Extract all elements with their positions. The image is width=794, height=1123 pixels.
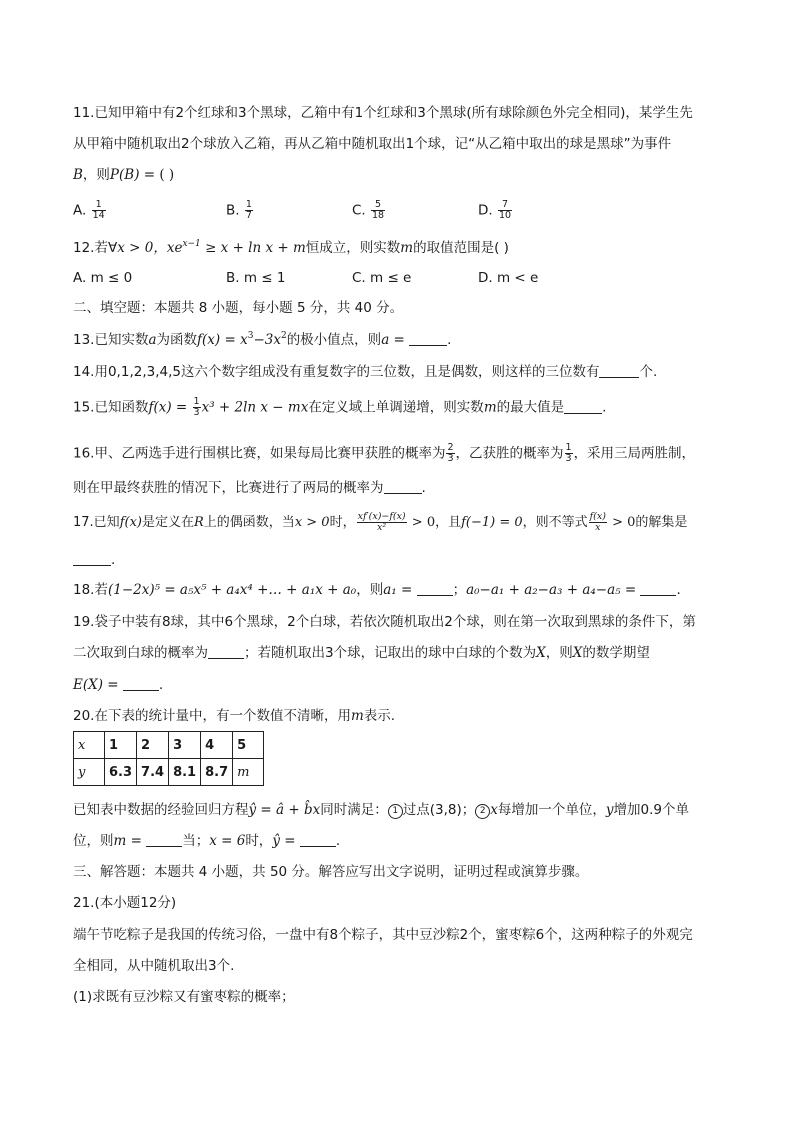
q19-blank-expectation [123, 676, 159, 691]
table-cell: 8.1 [169, 759, 201, 786]
q12-option-b: B. m ≤ 1 [226, 270, 286, 286]
q12-option-d: D. m < e [478, 270, 539, 286]
circled-number-1: 1 [388, 804, 403, 819]
q18-blank-sum [640, 581, 676, 596]
q12-option-a: A. m ≤ 0 [73, 270, 133, 286]
q18: 18.若(1−2x)⁵ = a₅x⁵ + a₄x⁴ +… + a₁x + a₀，则a₁ = ；a₀−a₁ + a₂−a₃ + a₄−a₅ = . [73, 582, 681, 598]
q21-part1: (1)求既有豆沙粽又有蜜枣粽的概率； [73, 989, 295, 1005]
q11-option-b: B. $\frac{1}{7}$ [226, 199, 252, 221]
q19-blank-prob [208, 644, 244, 659]
q13: 13.已知实数a为函数$f(x) = x^3-3x^2$的极小值点，则a = . [73, 331, 452, 348]
section3-heading: 三、解答题：本题共 4 小题，共 50 分。解答应写出文字说明，证明过程或演算步骤。 [73, 864, 589, 880]
q21-title: 21.(本小题12分) [73, 895, 177, 911]
q16-line2: 则在甲最终获胜的情况下，比赛进行了两局的概率为 . [73, 480, 426, 496]
table-row-x [74, 732, 264, 759]
q15-answer-blank [564, 399, 602, 414]
table-cell: 3 [169, 732, 201, 759]
table-cell: 1 [105, 732, 137, 759]
q12-option-c: C. m ≤ e [352, 270, 412, 286]
q11-option-d: D. $\frac{7}{10}$ [478, 199, 512, 221]
q19-line2: 二次取到白球的概率为 ；若随机取出3个球，记取出的球中白球的个数为X，则X的数学期望 [73, 645, 650, 661]
section2-heading: 二、填空题：本题共 8 小题，每小题 5 分，共 40 分。 [73, 300, 404, 316]
q21-line2: 全相同，从中随机取出3个. [73, 958, 235, 974]
table-cell: 4 [201, 732, 233, 759]
q14: 14.用0,1,2,3,4,5这六个数字组成没有重复数字的三位数，且是偶数，则这样的三位数有 个. [73, 364, 658, 380]
q16-line1: 16.甲、乙两选手进行围棋比赛，如果每局比赛甲获胜的概率为 $\frac{2}{3}$ ，乙获胜的概率为 $\frac{1}{3}$ ，采用三局两胜制， [73, 442, 696, 464]
q20-line1: 20.在下表的统计量中，有一个数值不清晰，用m表示. [73, 708, 396, 724]
table-cell: 6.3 [105, 759, 137, 786]
q11-line1: 11.已知甲箱中有2个红球和3个黑球，乙箱中有1个红球和3个黑球(所有球除颜色外完全相同)，某学生先 [73, 105, 693, 121]
table-cell: m [233, 759, 264, 786]
q14-answer-blank [599, 363, 639, 378]
circled-number-2: 2 [475, 804, 490, 819]
q18-blank-a1 [417, 581, 453, 596]
table-row-y [74, 759, 264, 786]
q11-option-c: C. $\frac{5}{18}$ [352, 199, 385, 221]
q19-line1: 19.袋子中装有8球，其中6个黑球，2个白球，若依次随机取出2个球，则在第一次取到黑球的条件下，第 [73, 614, 696, 630]
q11-line2: 从甲箱中随机取出2个球放入乙箱，再从乙箱中随机取出1个球，记“从乙箱中取出的球是黑球”为事件 [73, 136, 672, 152]
table-cell: 2 [137, 732, 169, 759]
table-cell: 8.7 [201, 759, 233, 786]
q16-answer-blank [384, 479, 422, 494]
q15: 15.已知函数f(x) = $\frac{1}{3}$ x³ + 2ln x − mx在定义域上单调递增，则实数m的最大值是 . [73, 396, 607, 418]
q20-data-table [73, 731, 264, 786]
q19-line3: E(X) = . [73, 677, 164, 693]
q11-option-a: A. $\frac{1}{14}$ [73, 199, 105, 221]
q20-line3: 位，则m = 当；x = 6时，ŷ = . [73, 833, 341, 849]
table-cell: 5 [233, 732, 264, 759]
q20-blank-m [146, 832, 182, 847]
q17-answer-blank [73, 551, 111, 566]
table-cell: x [74, 732, 105, 759]
q21-line1: 端午节吃粽子是我国的传统习俗，一盘中有8个粽子，其中豆沙粽2个，蜜枣粽6个，这两种粽子的外观完 [73, 927, 693, 943]
q20-line2: 已知表中数据的经验回归方程ŷ = â + b̂x同时满足： 1 过点(3,8)； 2 x每增加一个单位，y增加0.9个单 [73, 802, 689, 818]
q12-stem: 12.若∀x > 0，$xe^{x-1} \ge x + \ln x + m$恒成立，则实数m的取值范围是( ) [73, 239, 509, 256]
q20-blank-yhat [300, 832, 336, 847]
q17-line2: . [73, 550, 115, 570]
q17: 17.已知f(x)是定义在R上的偶函数，当x > 0时， $\frac{xf'(x)-f(x)}{\text{x²}}$ > 0，且f(−1) = 0，则不等式 $\frac{f(x)}{x}$ > 0的解集是 [73, 511, 688, 533]
table-cell: y [74, 759, 105, 786]
q13-answer-blank [409, 331, 447, 346]
table-cell: 7.4 [137, 759, 169, 786]
q11-line3: B，则P(B) = ( ) [73, 167, 175, 183]
